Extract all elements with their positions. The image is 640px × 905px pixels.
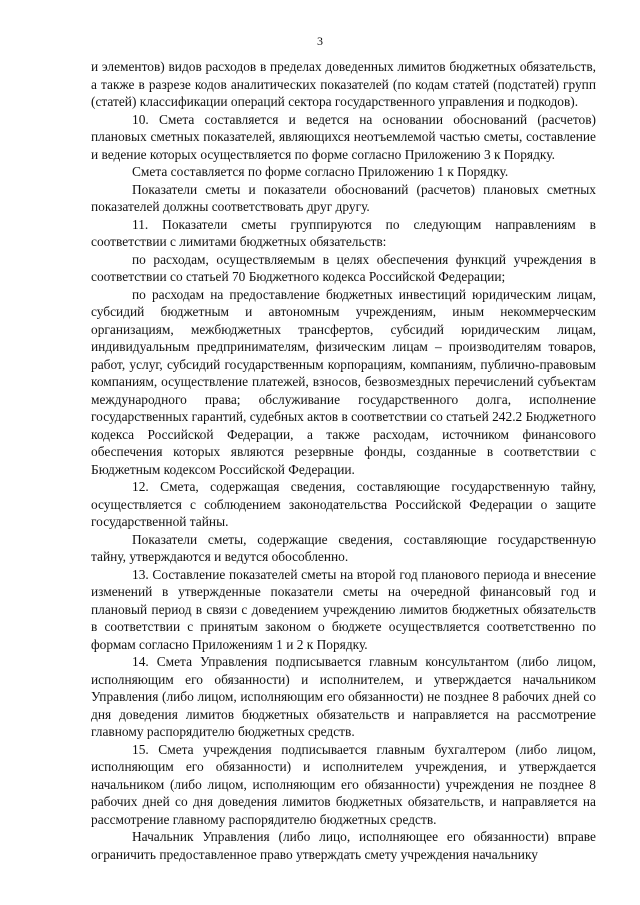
paragraph-smeta-form: Смета составляется по форме согласно Приложению 1 к Порядку. [132, 164, 509, 179]
paragraph-secret-indicators: Показатели сметы, содержащие сведения, составляющие государственную тайну, утверждаются и ведутся обособленно. [91, 531, 596, 564]
paragraph-item-11: 11. Показатели сметы группируются по следующим направлениям в соответствии с лимитами бюджетных обязательств: [91, 216, 596, 249]
paragraph-continuation: и элементов) видов расходов в пределах доведенных лимитов бюджетных обязательств, а также в разрезе кодов аналитических показателей (по кодам статей (подстатей) групп (статей) классификации операций сектора государственного управления и подкодов). [91, 59, 596, 109]
paragraph-item-12: 12. Смета, содержащая сведения, составляющие государственную тайну, осуществляется с соблюдением законодательства Российской Федерации о защите государственной тайны. [91, 479, 596, 529]
paragraph-item-10: 10. Смета составляется и ведется на основании обоснований (расчетов) плановых сметных показателей, являющихся неотъемлемой частью сметы, составление и ведение которых осуществляется по форме согласно Приложению 3 к Порядку. [91, 111, 596, 162]
paragraph-expenses-investments: по расходам на предоставление бюджетных инвестиций юридическим лицам, субсидий бюджетным и автономным учреждениям, иным некоммерческим организациям, межбюджетных трансфертов, субсидий юридическим лицам, индивидуальным предпринимателям, физическим лицам – производителям товаров, работ, услуг, субсидий государственным корпорациям, компаниям, публично-правовым компаниям, осуществление платежей, взносов, безвозмездных перечислений субъектам международного права; обслуживание государственного долга, исполнение государственных гарантий, судебных актов в соответствии со статьей 242.2 Бюджетного кодекса Российской Федерации, а также расходам, источником финансового обеспечения которых являются резервные фонды, созданные в соответствии с Бюджетным кодексом Российской Федерации. [91, 286, 596, 477]
paragraph-indicators-match: Показатели сметы и показатели обоснований (расчетов) плановых сметных показателей должны соответствовать друг другу. [91, 181, 596, 214]
page-number: 3 [317, 34, 323, 48]
paragraph-item-15: 15. Смета учреждения подписывается главным бухгалтером (либо лицом, исполняющим его обязанности) и исполнителем учреждения, и утверждается начальником (либо лицом, исполняющим его обязанности) учреждения не позднее 8 рабочих дней со дня доведения лимитов бюджетных обязательств, и направляется на рассмотрение главному распорядителю бюджетных средств. [91, 741, 596, 827]
paragraph-item-14: 14. Смета Управления подписывается главным консультантом (либо лицом, исполняющим его обязанности) и исполнителем, и утверждается начальником Управления (либо лицом, исполняющим его обязанности) не позднее 8 рабочих дней со дня доведения лимитов бюджетных обязательств и направляется на рассмотрение главному распорядителю бюджетных средств. [91, 654, 596, 739]
paragraph-head-rights: Начальник Управления (либо лицо, исполняющее его обязанности) вправе ограничить предоставленное право утверждать смету учреждения начальнику [91, 829, 596, 862]
paragraph-expenses-functions: по расходам, осуществляемым в целях обеспечения функций учреждения в соответствии со статьей 70 Бюджетного кодекса Российской Федерации; [91, 251, 596, 284]
paragraph-item-13: 13. Составление показателей сметы на второй год планового периода и внесение изменений в утвержденные показатели сметы на очередной финансовый год и плановый период в связи с доведением учреждению лимитов бюджетных обязательств в соответствии с принятым законом о бюджете осуществляется соответственно по формам согласно Приложениям 1 и 2 к Порядку. [91, 566, 596, 652]
document-body [91, 58, 596, 863]
